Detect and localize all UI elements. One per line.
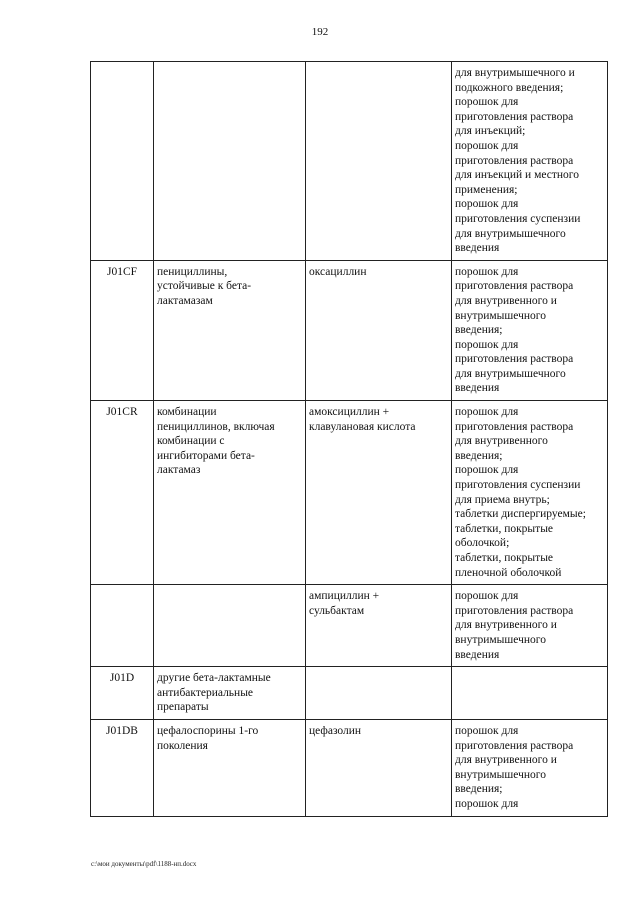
anatomical-group-cell [154, 62, 306, 261]
page-number: 192 [311, 26, 329, 38]
drug-name-cell [306, 585, 452, 667]
anatomical-group-cell [154, 667, 306, 720]
cell-text-line: порошок для [455, 590, 519, 603]
cell-text-line: лактамаз [157, 464, 201, 477]
cell-text-line: амоксициллин + [309, 406, 390, 419]
cell-text-line: порошок для [455, 265, 519, 278]
atc-code-cell: J01CF [91, 260, 154, 400]
cell-text-line: приготовления раствора [455, 280, 574, 293]
cell-text-line: введения [455, 648, 500, 661]
cell-text-line: порошок для [455, 139, 519, 152]
cell-text-line: таблетки, покрытые [455, 522, 554, 535]
atc-code-cell [91, 62, 154, 261]
cell-text-line: для внутривенного и [455, 294, 557, 307]
atc-code-cell [91, 585, 154, 667]
table-row [91, 260, 608, 400]
cell-text-line: введения; [455, 449, 503, 462]
cell-text-line: для внутримышечного [455, 367, 566, 380]
cell-text-line: для внутримышечного [455, 227, 566, 240]
cell-text-line: введения [455, 382, 500, 395]
cell-text-line: подкожного введения; [455, 81, 564, 94]
drug-name-cell [306, 667, 452, 720]
cell-text-line: цефалоспорины 1-го [157, 724, 259, 737]
anatomical-group-cell [154, 585, 306, 667]
table-row [91, 401, 608, 585]
cell-text-line: для инъекций; [455, 125, 526, 138]
cell-text-line: приготовления раствора [455, 110, 574, 123]
cell-text-line: для внутривенного [455, 435, 548, 448]
cell-text-line: устойчивые к бета- [157, 280, 252, 293]
cell-text-line: порошок для [455, 338, 519, 351]
cell-text-line: для внутривенного и [455, 619, 557, 632]
cell-text-line: таблетки, покрытые [455, 552, 554, 564]
cell-text-line: комбинации с [157, 435, 225, 448]
dosage-forms-cell [452, 719, 608, 816]
dosage-forms-cell [452, 667, 608, 720]
cell-text-line: пенициллинов, включая [157, 420, 275, 433]
cell-text-line: ингибиторами бета- [157, 449, 255, 462]
atc-code-cell: J01CR [91, 401, 154, 585]
anatomical-group-cell [154, 260, 306, 400]
cell-text-line: порошок для [455, 464, 519, 477]
anatomical-group-cell [154, 401, 306, 585]
cell-text-line: порошок для [455, 406, 519, 419]
drug-name-cell [306, 719, 452, 816]
cell-text-line: приготовления раствора [455, 739, 574, 752]
cell-text-line: сульбактам [309, 604, 365, 617]
table-row [91, 62, 608, 261]
dosage-forms-cell [452, 585, 608, 667]
cell-text-line: порошок для [455, 797, 519, 810]
cell-text-line: порошок для [455, 724, 519, 737]
cell-text-line: комбинации [157, 406, 217, 419]
cell-text-line: введения; [455, 324, 503, 337]
cell-text-line: для инъекций и местного [455, 169, 579, 182]
cell-text-line: пленочной оболочкой [455, 566, 562, 579]
cell-text-line: внутримышечного [455, 768, 546, 781]
atc-code-cell: J01DB [91, 719, 154, 816]
cell-text-line: приготовления раствора [455, 154, 574, 167]
cell-text-line: пенициллины, [157, 265, 228, 278]
cell-text-line: поколения [157, 739, 208, 752]
cell-text-line: цефазолин [309, 724, 362, 737]
cell-text-line: для внутривенного и [455, 754, 557, 767]
cell-text-line: ампициллин + [309, 590, 380, 603]
dosage-forms-cell [452, 401, 608, 585]
table-row [91, 667, 608, 720]
cell-text-line: приготовления суспензии [455, 212, 581, 225]
cell-text-line: таблетки диспергируемые; [455, 508, 586, 521]
drug-table [90, 61, 608, 817]
footer-file-path: c:\мои документы\pdf\1188-нп.docx [91, 860, 197, 868]
cell-text-line: оксациллин [309, 265, 367, 278]
cell-text-line: клавулановая кислота [309, 420, 416, 433]
dosage-forms-cell [452, 260, 608, 400]
cell-text-line: лактамазам [157, 294, 213, 307]
drug-name-cell [306, 260, 452, 400]
cell-text-line: применения; [455, 183, 518, 196]
cell-text-line: введения; [455, 783, 503, 796]
cell-text-line: препараты [157, 701, 209, 714]
cell-text-line: внутримышечного [455, 633, 546, 646]
cell-text-line: приготовления раствора [455, 604, 574, 617]
cell-text-line: приготовления раствора [455, 353, 574, 366]
cell-text-line: внутримышечного [455, 309, 546, 322]
cell-text-line: приготовления раствора [455, 420, 574, 433]
table-row [91, 585, 608, 667]
drug-name-cell [306, 401, 452, 585]
dosage-forms-cell [452, 62, 608, 261]
table-row [91, 719, 608, 816]
cell-text-line: порошок для [455, 96, 519, 109]
cell-text-line: другие бета-лактамные [157, 672, 271, 685]
cell-text-line: порошок для [455, 198, 519, 211]
cell-text-line: для приема внутрь; [455, 493, 550, 506]
cell-text-line: для внутримышечного и [455, 67, 575, 79]
atc-code-cell: J01D [91, 667, 154, 720]
anatomical-group-cell [154, 719, 306, 816]
cell-text-line: антибактериальные [157, 686, 254, 699]
cell-text-line: оболочкой; [455, 537, 510, 550]
cell-text-line: введения [455, 242, 500, 255]
cell-text-line: приготовления суспензии [455, 479, 581, 492]
drug-name-cell [306, 62, 452, 261]
